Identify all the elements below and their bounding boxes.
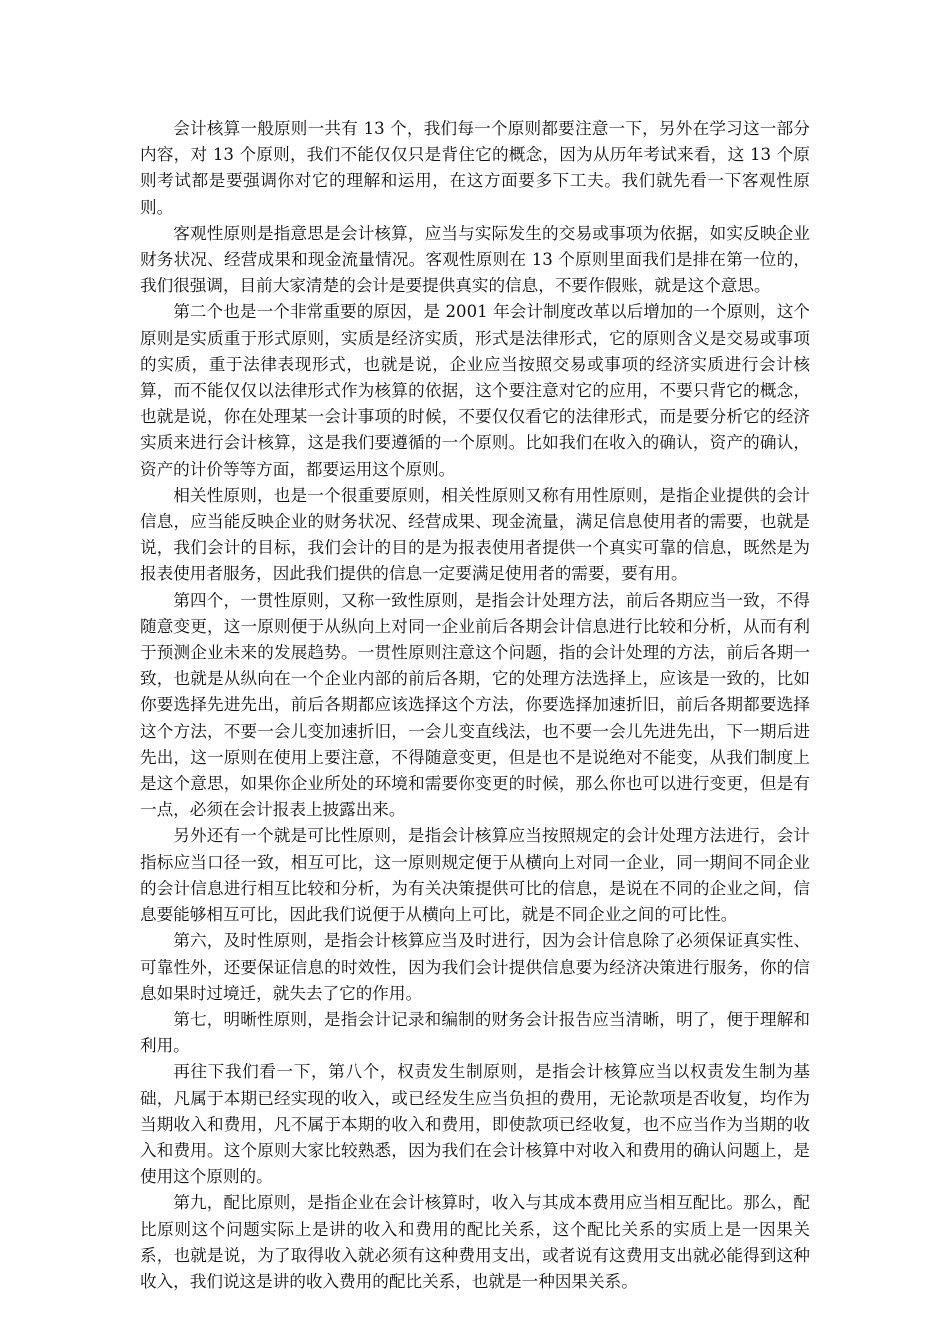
paragraph-accrual-basis: 再往下我们看一下，第八个，权责发生制原则，是指会计核算应当以权责发生制为基础，凡属于本期已经实现的收入，或已经发生应当负担的费用，无论款项是否收复，均作为当期收入和费用，凡不属于本期的收入和费用，即使款项已经收复，也不应当作为当期的收入和费用。这个原则大家比较熟悉，因为我们在会计核算中对收入和费用的确认问题上，是使用这个原则的。 <box>140 1062 810 1187</box>
paragraph-objectivity: 客观性原则是指意思是会计核算，应当与实际发生的交易或事项为依据，如实反映企业财务状况、经营成果和现金流量情况。客观性原则在 13 个原则里面我们是排在第一位的，我们很强调，目前大家清楚的会计是要提供真实的信息，不要作假账，就是这个意思。 <box>140 223 810 296</box>
paragraph-comparability: 另外还有一个就是可比性原则，是指会计核算应当按照规定的会计处理方法进行，会计指标应当口径一致，相互可比，这一原则规定便于从横向上对同一企业，同一期间不同企业的会计信息进行相互比较和分析，为有关决策提供可比的信息，是说在不同的企业之间，信息要能够相互可比，因此我们说便于从横向上可比，就是不同企业之间的可比性。 <box>140 826 810 925</box>
paragraph-matching: 第九，配比原则，是指企业在会计核算时，收入与其成本费用应当相互配比。那么，配比原则这个问题实际上是讲的收入和费用的配比关系，这个配比关系的实质上是一因果关系，也就是说，为了取得收入就必须有这种费用支出，或者说有这费用支出就必能得到这种收入，我们说这是讲的收入费用的配比关系，也就是一种因果关系。 <box>140 1193 810 1291</box>
paragraph-intro: 会计核算一般原则一共有 13 个，我们每一个原则都要注意一下，另外在学习这一部分内容，对 13 个原则，我们不能仅仅只是背住它的概念，因为从历年考试来看，这 13 个原则考试都是要强调你对它的理解和运用，在这方面要多下工夫。我们就先看一下客观性原则。 <box>140 119 810 217</box>
document-page <box>140 116 810 1295</box>
paragraph-relevance: 相关性原则，也是一个很重要原则，相关性原则又称有用性原则，是指企业提供的会计信息，应当能反映企业的财务状况、经营成果、现金流量，满足信息使用者的需要，也就是说，我们会计的目标，我们会计的目的是为报表使用者提供一个真实可靠的信息，既然是为报表使用者服务，因此我们提供的信息一定要满足使用者的需要，要有用。 <box>140 485 810 584</box>
paragraph-substance-over-form: 第二个也是一个非常重要的原因，是 2001 年会计制度改革以后增加的一个原则，这个原则是实质重于形式原则，实质是经济实质，形式是法律形式，它的原则含义是交易或事项的实质，重于法律表现形式，也就是说，企业应当按照交易或事项的经济实质进行会计核算，而不能仅仅以法律形式作为核算的依据，这个要注意对它的应用，不要只背它的概念，也就是说，你在处理某一会计事项的时候，不要仅仅看它的法律形式，而是要分析它的经济实质来进行会计核算，这是我们要遵循的一个原则。比如我们在收入的确认，资产的确认，资产的计价等等方面，都要运用这个原则。 <box>140 302 810 479</box>
paragraph-clarity: 第七，明晰性原则，是指会计记录和编制的财务会计报告应当清晰，明了，便于理解和利用。 <box>140 1009 810 1056</box>
paragraph-consistency: 第四个，一贯性原则，又称一致性原则，是指会计处理方法，前后各期应当一致，不得随意变更，这一原则便于从纵向上对同一企业前后各期会计信息进行比较和分析，从而有利于预测企业未来的发展趋势。一贯性原则注意这个问题，指的会计处理的方法，前后各期一致，也就是从纵向在一个企业内部的前后各期，它的处理方法选择上，应该是一致的，比如你要选择先进先出，前后各期都应该选择这个方法，你要选择加速折旧，前后各期都要选择这个方法，不要一会儿变加速折旧，一会儿变直线法，也不要一会儿先进先出，下一期后进先出，这一原则在使用上要注意，不得随意变更，但是也不是说绝对不能变，从我们制度上是这个意思，如果你企业所处的环境和需要你变更的时候，那么你也可以进行变更，但是有一点，必须在会计报表上披露出来。 <box>140 590 810 820</box>
paragraph-timeliness: 第六，及时性原则，是指会计核算应当及时进行，因为会计信息除了必须保证真实性、可靠性外，还要保证信息的时效性，因为我们会计提供信息要为经济决策进行服务，你的信息如果时过境迁，就失去了它的作用。 <box>140 931 810 1003</box>
